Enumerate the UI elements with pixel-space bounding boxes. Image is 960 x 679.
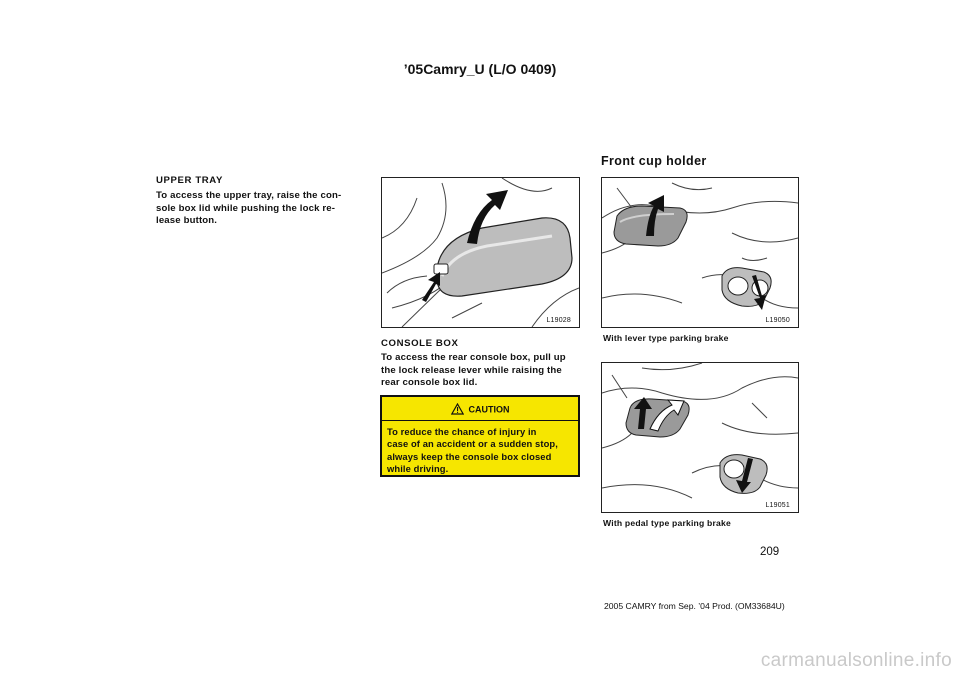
- cup-holder-pedal-illustration: [602, 363, 798, 512]
- figure-cup-holder-pedal: [601, 362, 799, 513]
- cup-holder-lever-illustration: [602, 178, 798, 327]
- caution-header: [382, 403, 578, 417]
- figure-code-lever: L19050: [765, 317, 790, 324]
- page-number: 209: [760, 546, 780, 558]
- console-box-line-1: To access the rear console box, pull up: [381, 352, 566, 363]
- document-header-title: ’05Camry_U (L/O 0409): [403, 61, 557, 77]
- figure-code-console: L19028: [546, 317, 571, 324]
- figure-console-box-lid: [381, 177, 580, 328]
- caution-divider: [382, 420, 578, 421]
- watermark-text: carmanualsonline.info: [760, 650, 952, 671]
- figure-code-pedal: L19051: [765, 502, 790, 509]
- caution-title: CAUTION: [468, 404, 510, 415]
- upper-tray-line-1: To access the upper tray, raise the con-: [156, 190, 342, 201]
- console-box-heading: CONSOLE BOX: [381, 338, 459, 349]
- console-box-illustration: [382, 178, 579, 327]
- footer-text: 2005 CAMRY from Sep. ’04 Prod. (OM33684U): [604, 601, 785, 611]
- caption-lever-type: With lever type parking brake: [603, 333, 729, 343]
- caution-line-3: always keep the console box closed: [387, 450, 552, 462]
- front-cup-holder-title: Front cup holder: [601, 154, 707, 168]
- upper-tray-line-2: sole box lid while pushing the lock re-: [156, 202, 336, 214]
- upper-tray-text: [156, 190, 366, 228]
- figure-cup-holder-lever: [601, 177, 799, 328]
- warning-triangle-icon: [451, 403, 464, 417]
- caution-text: [387, 426, 573, 475]
- upper-tray-line-3: lease button.: [156, 215, 218, 227]
- upper-tray-heading: UPPER TRAY: [156, 175, 223, 186]
- caution-box: [380, 395, 580, 477]
- console-box-text: [381, 352, 591, 390]
- caption-pedal-type: With pedal type parking brake: [603, 518, 731, 528]
- caution-line-4: while driving.: [387, 462, 449, 474]
- caution-line-1: To reduce the chance of injury in: [387, 426, 537, 437]
- console-box-line-3: rear console box lid.: [381, 377, 478, 389]
- caution-line-2: case of an accident or a sudden stop,: [387, 438, 558, 450]
- console-box-line-2: the lock release lever while raising the: [381, 364, 562, 376]
